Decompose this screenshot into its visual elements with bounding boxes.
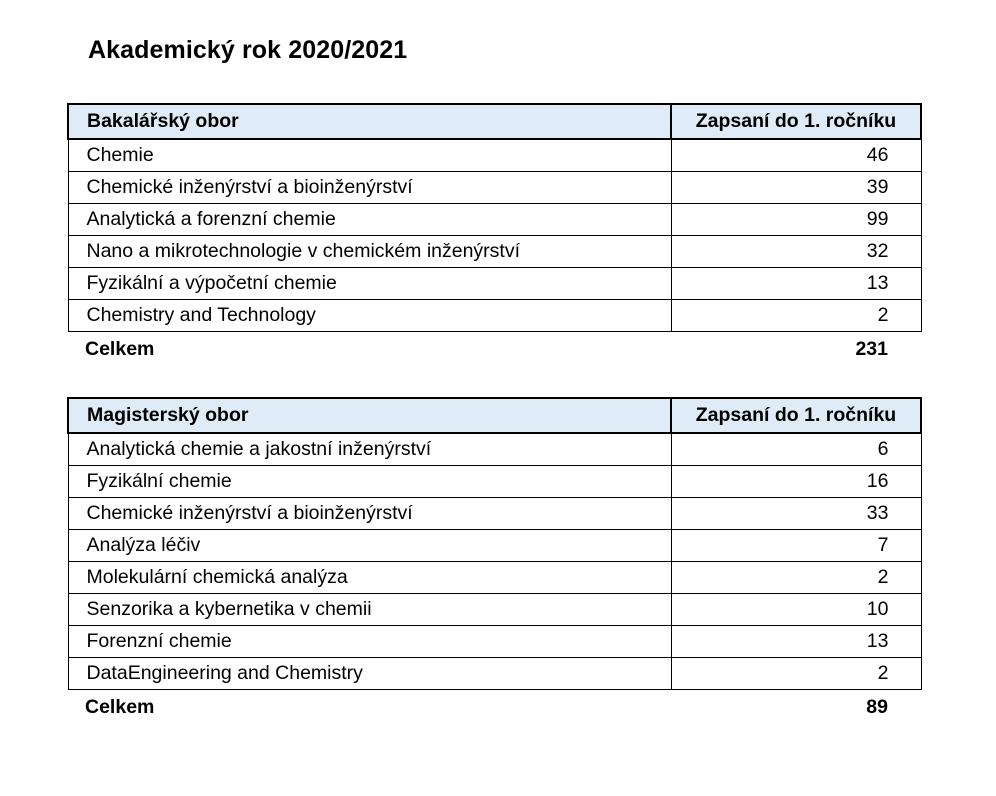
enrolled-count-cell: 2 [671, 562, 921, 594]
bachelor-section [67, 103, 920, 366]
enrolled-count-cell: 2 [671, 300, 921, 332]
enrolled-count-cell: 10 [671, 594, 921, 626]
program-name-cell: Chemické inženýrství a bioinženýrství [68, 498, 671, 530]
table-row [68, 300, 921, 332]
enrolled-count-cell: 33 [671, 498, 921, 530]
master-total-row [67, 690, 920, 724]
column-header-count: Zapsaní do 1. ročníku [671, 104, 921, 139]
program-name-cell: Analytická chemie a jakostní inženýrství [68, 433, 671, 466]
table-row [68, 268, 921, 300]
master-section [67, 397, 920, 724]
total-value: 231 [855, 338, 888, 360]
enrolled-count-cell: 7 [671, 530, 921, 562]
table-row [68, 204, 921, 236]
column-header-count: Zapsaní do 1. ročníku [671, 398, 921, 433]
table-header-row [68, 398, 921, 433]
program-name-cell: Fyzikální a výpočetní chemie [68, 268, 671, 300]
column-header-program: Bakalářský obor [68, 104, 671, 139]
program-name-cell: Analytická a forenzní chemie [68, 204, 671, 236]
page-title: Akademický rok 2020/2021 [88, 36, 408, 64]
table-row [68, 594, 921, 626]
total-value: 89 [866, 696, 888, 718]
enrolled-count-cell: 39 [671, 172, 921, 204]
program-name-cell: DataEngineering and Chemistry [68, 658, 671, 690]
table-row [68, 498, 921, 530]
enrolled-count-cell: 13 [671, 268, 921, 300]
bachelor-table [67, 103, 922, 332]
table-row [68, 466, 921, 498]
table-row [68, 236, 921, 268]
enrolled-count-cell: 16 [671, 466, 921, 498]
enrolled-count-cell: 6 [671, 433, 921, 466]
enrolled-count-cell: 13 [671, 626, 921, 658]
program-name-cell: Chemické inženýrství a bioinženýrství [68, 172, 671, 204]
table-row [68, 658, 921, 690]
program-name-cell: Fyzikální chemie [68, 466, 671, 498]
table-row [68, 139, 921, 172]
table-row [68, 172, 921, 204]
program-name-cell: Forenzní chemie [68, 626, 671, 658]
table-header-row [68, 104, 921, 139]
master-table [67, 397, 922, 690]
program-name-cell: Molekulární chemická analýza [68, 562, 671, 594]
program-name-cell: Nano a mikrotechnologie v chemickém inženýrství [68, 236, 671, 268]
bachelor-total-row [67, 332, 920, 366]
enrolled-count-cell: 2 [671, 658, 921, 690]
program-name-cell: Senzorika a kybernetika v chemii [68, 594, 671, 626]
total-label: Celkem [85, 696, 155, 718]
enrolled-count-cell: 32 [671, 236, 921, 268]
program-name-cell: Chemistry and Technology [68, 300, 671, 332]
enrolled-count-cell: 99 [671, 204, 921, 236]
total-label: Celkem [85, 338, 155, 360]
table-row [68, 433, 921, 466]
column-header-program: Magisterský obor [68, 398, 671, 433]
program-name-cell: Chemie [68, 139, 671, 172]
table-row [68, 562, 921, 594]
program-name-cell: Analýza léčiv [68, 530, 671, 562]
enrolled-count-cell: 46 [671, 139, 921, 172]
table-row [68, 530, 921, 562]
table-row [68, 626, 921, 658]
